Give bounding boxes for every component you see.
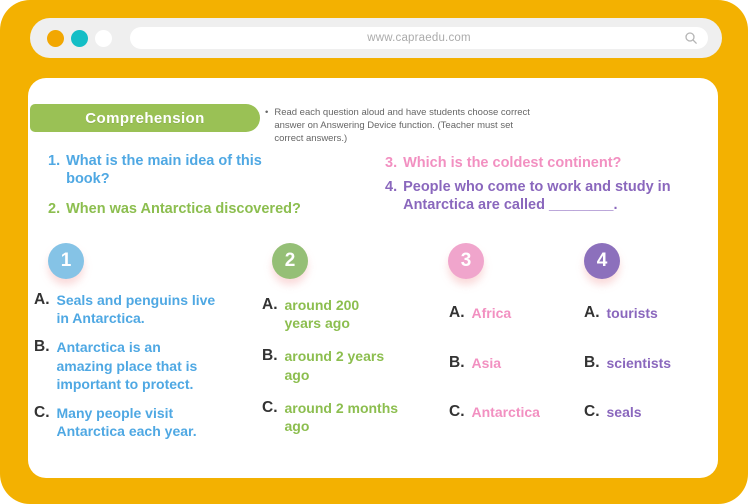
question-1 (48, 152, 284, 188)
option-text: around 200 years ago (284, 297, 360, 332)
question-3-text: Which is the coldest continent? (403, 155, 622, 171)
option-letter: C. (449, 403, 465, 421)
option-text: Many people visit Antarctica each year. (56, 404, 197, 440)
answer-option-4B[interactable] (584, 354, 671, 373)
question-1-text: What is the main idea of this book? (66, 153, 262, 188)
browser-titlebar (30, 18, 722, 58)
url-bar[interactable] (130, 27, 708, 49)
answer-option-1A[interactable] (34, 291, 219, 327)
group-number-badge-4: 4 (584, 243, 620, 279)
option-letter: A. (449, 304, 465, 321)
answer-option-2C[interactable] (262, 399, 399, 435)
question-3-number: 3. (385, 155, 398, 171)
question-2-text: When was Antarctica discovered? (66, 201, 301, 217)
worksheet-card (28, 78, 718, 478)
answer-option-3A[interactable] (449, 304, 540, 323)
answer-option-1C[interactable] (34, 404, 219, 440)
option-text: seals (606, 404, 642, 421)
question-4-number: 4. (385, 179, 398, 195)
group-number-badge-3: 3 (448, 243, 484, 279)
bullet-icon: • (265, 107, 269, 118)
instruction-body: Read each question aloud and have students choose correct answer on Answering Device function. (Teacher must set correct answers.) (274, 107, 530, 144)
answer-column-2 (262, 296, 399, 450)
answer-option-2B[interactable] (262, 347, 399, 383)
question-1-number: 1. (48, 153, 61, 169)
answer-column-3 (449, 304, 540, 453)
section-title-badge (30, 104, 260, 132)
answer-option-4C[interactable] (584, 403, 671, 422)
question-2-number: 2. (48, 201, 61, 217)
window-dot-orange[interactable] (47, 30, 64, 47)
option-letter: B. (449, 353, 465, 371)
option-letter: A. (584, 304, 600, 321)
window-dot-teal[interactable] (71, 30, 88, 47)
option-letter: A. (34, 291, 50, 308)
instruction-text (265, 107, 533, 145)
option-letter: B. (34, 338, 50, 356)
option-letter: A. (262, 296, 278, 313)
answer-option-2A[interactable] (262, 296, 399, 332)
group-number-badge-1: 1 (48, 243, 84, 279)
answer-column-1 (34, 291, 219, 451)
question-4-text: People who come to work and study in Antarctica are called ________. (403, 179, 671, 214)
window-dot-white[interactable] (95, 30, 112, 47)
option-text: around 2 years ago (284, 348, 385, 383)
section-title: Comprehension (85, 109, 205, 127)
option-letter: B. (584, 353, 600, 371)
option-text: Seals and penguins live in Antarctica. (56, 292, 216, 327)
option-text: Antarctica (471, 404, 540, 421)
answer-option-3B[interactable] (449, 354, 540, 373)
option-letter: C. (262, 398, 278, 416)
question-2 (48, 200, 301, 218)
option-letter: C. (584, 403, 600, 421)
option-text: Antarctica is an amazing place that is important to protect. (56, 339, 198, 392)
answer-column-4 (584, 304, 671, 453)
question-4 (385, 178, 679, 214)
search-icon[interactable] (684, 31, 698, 45)
option-text: Africa (471, 305, 512, 321)
option-letter: C. (34, 403, 50, 421)
option-text: around 2 months ago (284, 399, 399, 434)
option-text: tourists (606, 305, 658, 321)
answer-option-4A[interactable] (584, 304, 671, 323)
option-text: scientists (606, 354, 672, 371)
option-letter: B. (262, 347, 278, 365)
url-text: www.capraedu.com (367, 32, 471, 44)
answer-option-1B[interactable] (34, 338, 219, 393)
question-3 (385, 154, 621, 172)
option-text: Asia (471, 354, 502, 371)
answer-option-3C[interactable] (449, 403, 540, 422)
group-number-badge-2: 2 (272, 243, 308, 279)
